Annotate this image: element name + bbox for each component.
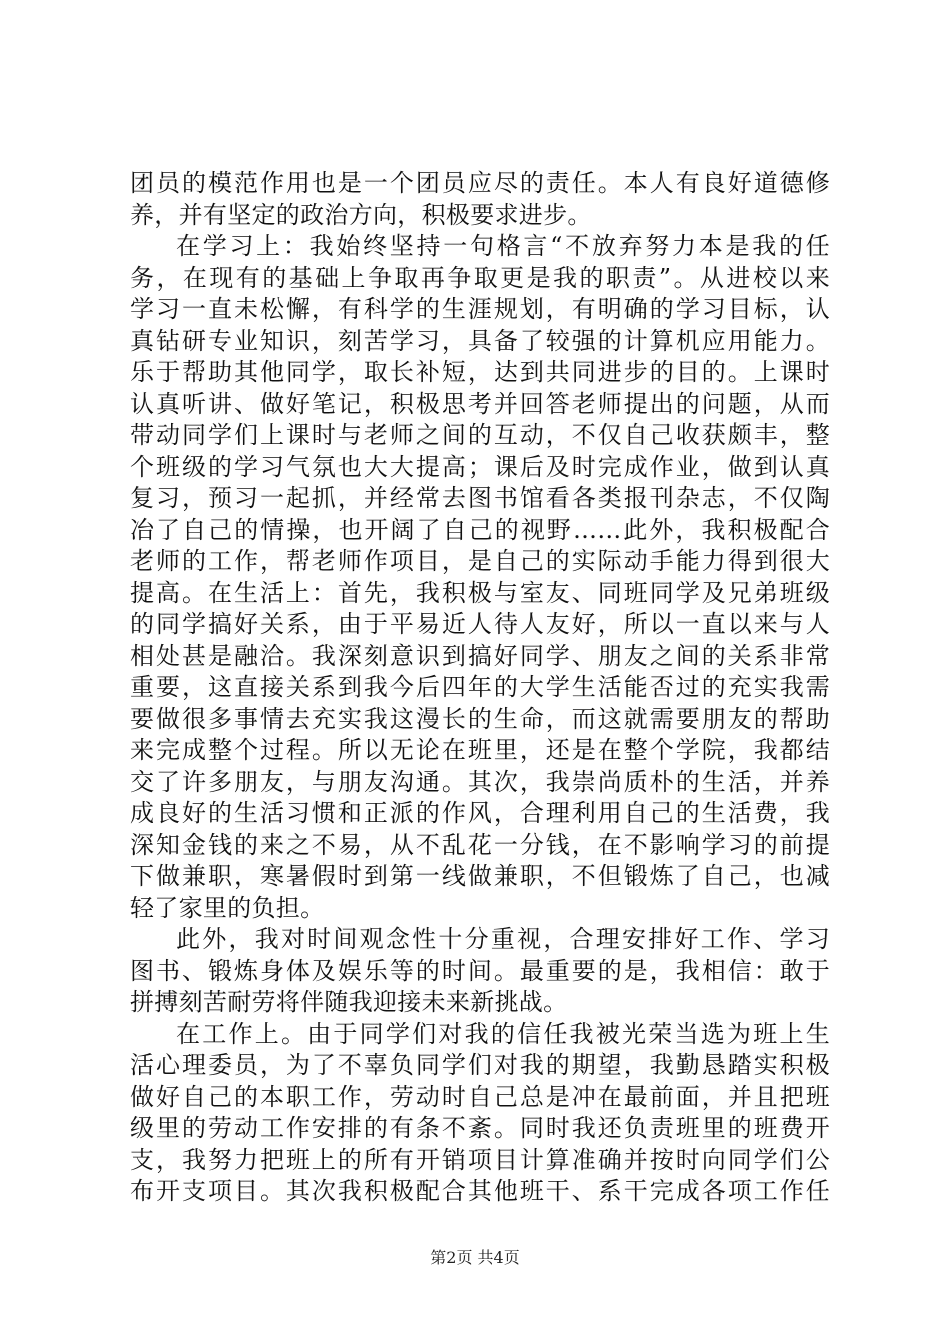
- text-line: 冶了自己的情操，也开阔了自己的视野……此外，我积极配合: [130, 515, 830, 544]
- text-line: 的同学搞好关系，由于平易近人待人友好，所以一直以来与人: [130, 610, 830, 638]
- text-line: 支，我努力把班上的所有开销项目计算准确并按时向同学们公: [130, 1145, 830, 1174]
- text-line: 下做兼职，寒暑假时到第一线做兼职，不但锻炼了自己，也减: [130, 862, 830, 890]
- text-line: 相处甚是融洽。我深刻意识到搞好同学、朋友之间的关系非常: [130, 641, 830, 670]
- text-line: 提高。在生活上：首先，我积极与室友、同班同学及兄弟班级: [130, 578, 830, 607]
- text-line: 养，并有坚定的政治方向，积极要求进步。: [130, 200, 592, 229]
- text-line: 带动同学们上课时与老师之间的互动，不仅自己收获颇丰，整: [130, 421, 830, 449]
- text-line: 在工作上。由于同学们对我的信任我被光荣当选为班上生: [176, 1019, 830, 1048]
- text-line: 务，在现有的基础上争取再争取更是我的职责”。从进校以来: [130, 263, 830, 292]
- text-line: 图书、锻炼身体及娱乐等的时间。最重要的是，我相信：敢于: [130, 956, 830, 985]
- text-line: 复习，预习一起抓，并经常去图书馆看各类报刊杂志，不仅陶: [130, 484, 830, 512]
- text-line: 成良好的生活习惯和正派的作风，合理利用自己的生活费，我: [130, 799, 830, 827]
- text-line: 拼搏刻苦耐劳将伴随我迎接未来新挑战。: [130, 988, 568, 1016]
- text-line: 重要，这直接关系到我今后四年的大学生活能否过的充实我需: [130, 673, 830, 701]
- text-line: 交了许多朋友，与朋友沟通。其次，我崇尚质朴的生活，并养: [130, 767, 830, 796]
- text-line: 活心理委员，为了不辜负同学们对我的期望，我勤恳踏实积极: [130, 1051, 830, 1079]
- text-line: 个班级的学习气氛也大大提高；课后及时完成作业，做到认真: [130, 452, 830, 481]
- text-line: 此外，我对时间观念性十分重视，合理安排好工作、学习: [176, 925, 830, 953]
- text-line: 团员的模范作用也是一个团员应尽的责任。本人有良好道德修: [130, 169, 830, 197]
- page-footer: 第2页 共4页: [430, 1248, 520, 1267]
- text-line: 在学习上：我始终坚持一句格言“不放弃努力本是我的任: [176, 232, 830, 260]
- text-line: 乐于帮助其他同学，取长补短，达到共同进步的目的。上课时: [130, 358, 830, 386]
- text-line: 级里的劳动工作安排的有条不紊。同时我还负责班里的班费开: [130, 1114, 830, 1142]
- text-line: 学习一直未松懈，有科学的生涯规划，有明确的学习目标，认: [130, 295, 830, 323]
- text-line: 做好自己的本职工作，劳动时自己总是冲在最前面，并且把班: [130, 1082, 830, 1111]
- text-line: 布开支项目。其次我积极配合其他班干、系干完成各项工作任: [130, 1177, 830, 1205]
- text-line: 老师的工作，帮老师作项目，是自己的实际动手能力得到很大: [130, 547, 830, 575]
- text-line: 来完成整个过程。所以无论在班里，还是在整个学院，我都结: [130, 736, 830, 764]
- body-text: [130, 168, 830, 1208]
- text-line: 认真听讲、做好笔记，积极思考并回答老师提出的问题，从而: [130, 389, 830, 418]
- text-line: 轻了家里的负担。: [130, 893, 325, 922]
- text-line: 要做很多事情去充实我这漫长的生命，而这就需要朋友的帮助: [130, 704, 830, 733]
- text-line: 真钻研专业知识，刻苦学习，具备了较强的计算机应用能力。: [130, 326, 830, 355]
- text-line: 深知金钱的来之不易，从不乱花一分钱，在不影响学习的前提: [130, 830, 830, 859]
